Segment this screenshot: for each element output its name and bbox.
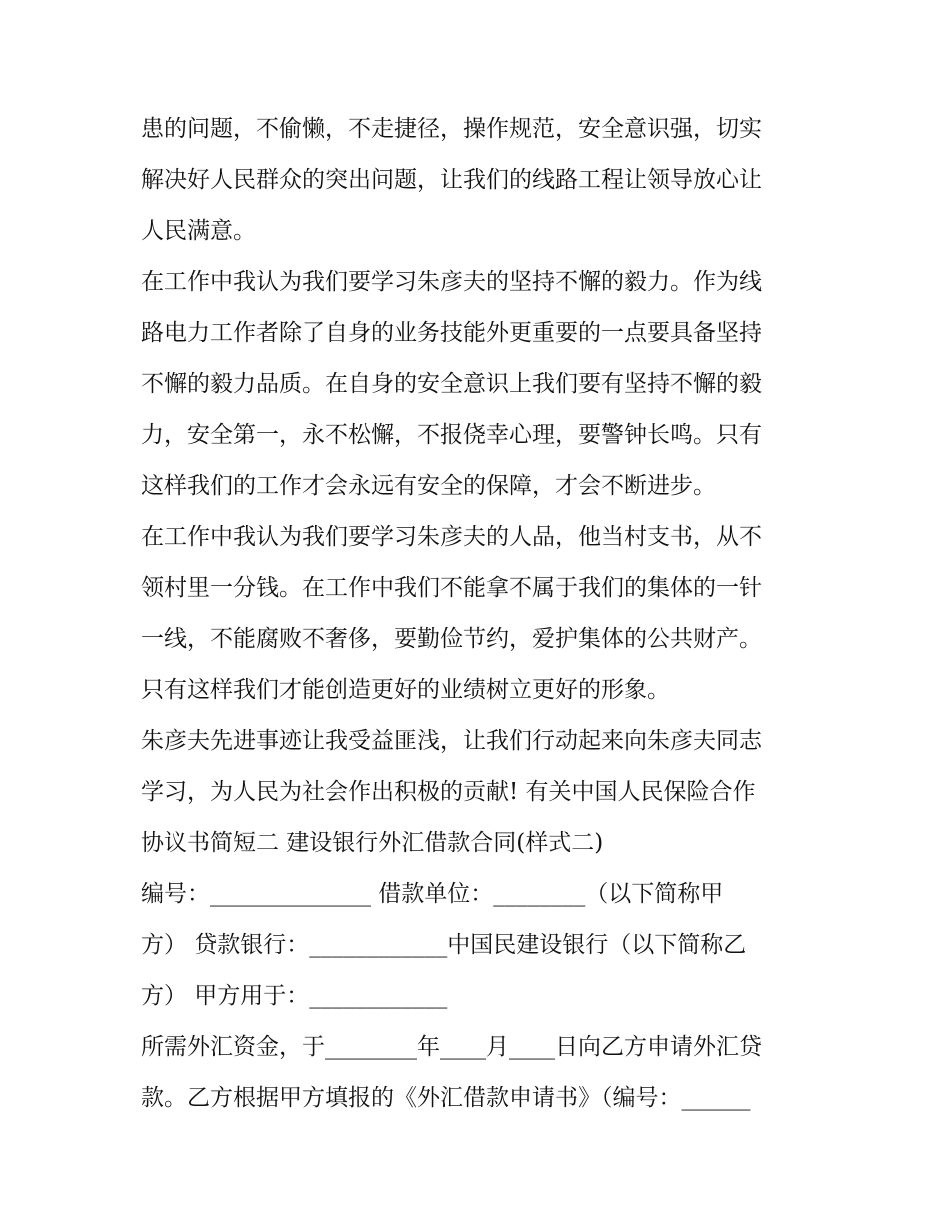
- text-line: 方） 甲方用于：____________: [141, 983, 448, 1009]
- text-line: 一线，不能腐败不奢侈，要勤俭节约，爱护集体的公共财产。: [141, 626, 762, 652]
- text-line: 不懈的毅力品质。在自身的安全意识上我们要有坚持不懈的毅: [141, 371, 762, 397]
- text-line: 力，安全第一，永不松懈，不报侥幸心理，要警钟长鸣。只有: [141, 422, 762, 448]
- text-line: 编号：______________ 借款单位：________（以下简称甲: [141, 881, 724, 907]
- text-line: 学习，为人民为社会作出积极的贡献! 有关中国人民保险合作: [141, 779, 756, 805]
- text-line: 所需外汇资金，于________年____月____日向乙方申请外汇贷: [141, 1034, 762, 1060]
- text-line: 路电力工作者除了自身的业务技能外更重要的一点要具备坚持: [141, 320, 762, 346]
- text-line: 这样我们的工作才会永远有安全的保障，才会不断进步。: [141, 473, 716, 499]
- text-line: 协议书简短二 建设银行外汇借款合同(样式二): [141, 830, 604, 856]
- text-line: 朱彦夫先进事迹让我受益匪浅，让我们行动起来向朱彦夫同志: [141, 728, 762, 754]
- text-line: 解决好人民群众的突出问题，让我们的线路工程让领导放心让: [141, 167, 762, 193]
- text-line: 在工作中我认为我们要学习朱彦夫的坚持不懈的毅力。作为线: [141, 269, 762, 295]
- text-line: 款。乙方根据甲方填报的《外汇借款申请书》（编号：______: [141, 1085, 751, 1111]
- text-line: 在工作中我认为我们要学习朱彦夫的人品，他当村支书，从不: [141, 524, 762, 550]
- document-body: [141, 104, 813, 1124]
- text-line: 患的问题，不偷懒，不走捷径，操作规范，安全意识强，切实: [141, 116, 762, 142]
- text-line: 人民满意。: [141, 218, 256, 244]
- text-line: 方） 贷款银行：____________中国民建设银行（以下简称乙: [141, 932, 747, 958]
- text-line: 只有这样我们才能创造更好的业绩树立更好的形象。: [141, 677, 670, 703]
- text-line: 领村里一分钱。在工作中我们不能拿不属于我们的集体的一针: [141, 575, 762, 601]
